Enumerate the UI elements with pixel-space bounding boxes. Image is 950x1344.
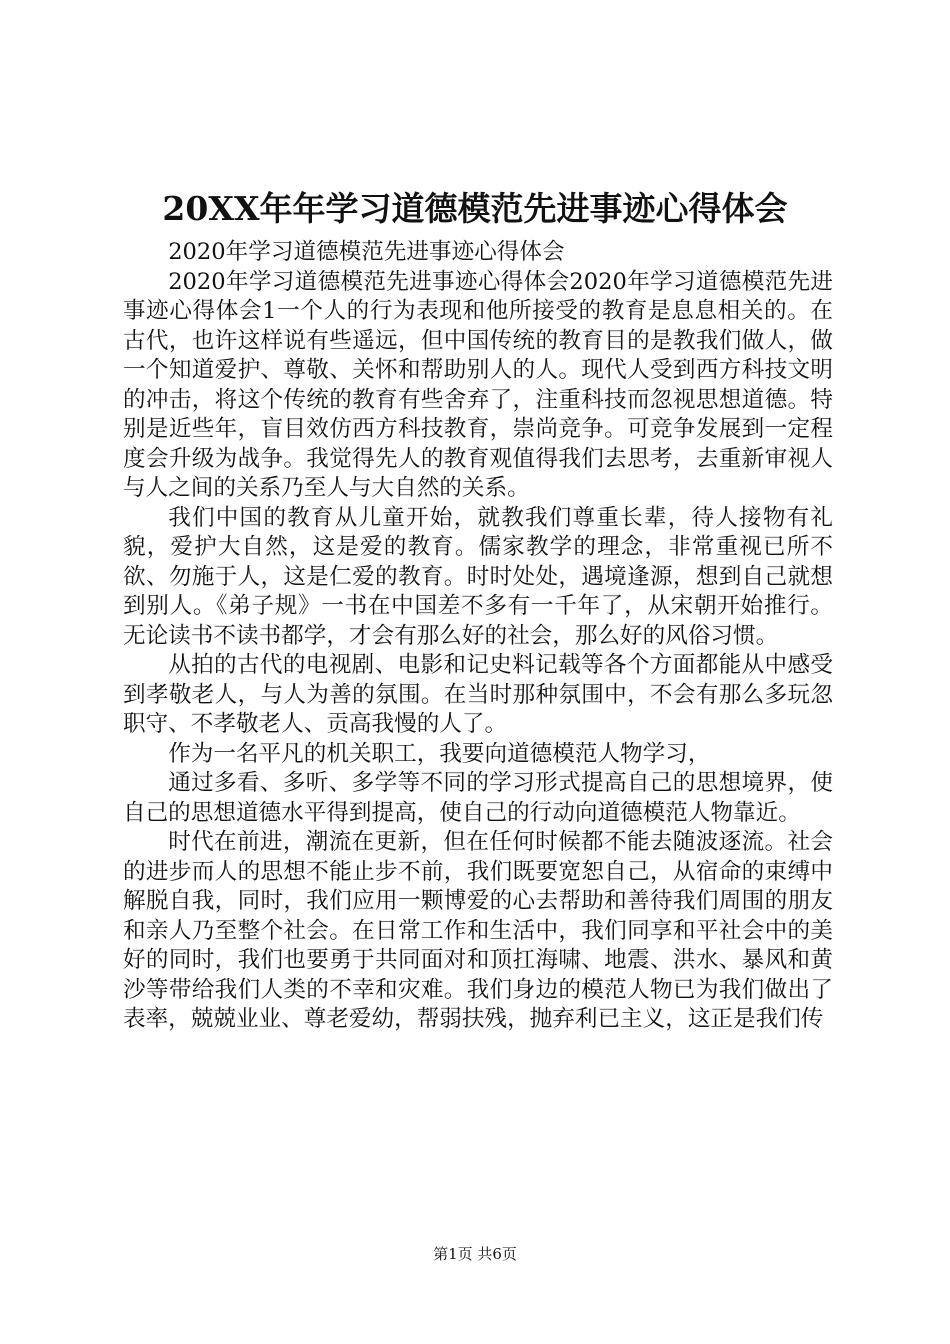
document-title: 20XX年年学习道德模范先进事迹心得体会: [162, 189, 788, 228]
paragraph-1: 2020年学习道德模范先进事迹心得体会2020年学习道德模范先进事迹心得体会1一个人的行为表现和他所接受的教育是息息相关的。在古代，也许这样说有些遥远，但中国传统的教育目的是教我们做人，做一个知道爱护、尊敬、关怀和帮助别人的人。现代人受到西方科技文明的冲击，将这个传统的教育有些舍弃了，注重科技而忽视思想道德。特别是近些年，盲目效仿西方科技教育，崇尚竞争。可竞争发展到一定程度会升级为战争。我觉得先人的教育观值得我们去思考，去重新审视人与人之间的关系乃至人与大自然的关系。: [123, 268, 833, 501]
paragraph-3: 从拍的古代的电视剧、电影和记史料记载等各个方面都能从中感受到孝敬老人，与人为善的氛围。在当时那种氛围中，不会有那么多玩忽职守、不孝敬老人、贡高我慢的人了。: [123, 652, 833, 737]
paragraph-subtitle: 2020年学习道德模范先进事迹心得体会: [168, 239, 565, 265]
paragraph-6: 时代在前进，潮流在更新，但在任何时候都不能去随波逐流。社会的进步而人的思想不能止步不前，我们既要宽恕自己，从宿命的束缚中解脱自我，同时，我们应用一颗博爱的心去帮助和善待我们周围的朋友和亲人乃至整个社会。在日常工作和生活中，我们同享和平社会中的美好的同时，我们也要勇于共同面对和顶扛海啸、地震、洪水、暴风和黄沙等带给我们人类的不幸和灾难。我们身边的模范人物已为我们做出了表率，兢兢业业、尊老爱幼，帮弱扶残，抛弃利已主义，这正是我们传: [123, 829, 833, 1032]
paragraph-5: 通过多看、多听、多学等不同的学习形式提高自己的思想境界，使自己的思想道德水平得到提高，使自己的行动向道德模范人物靠近。: [123, 770, 833, 826]
paragraph-2: 我们中国的教育从儿童开始，就教我们尊重长辈，待人接物有礼貌，爱护大自然，这是爱的教育。儒家教学的理念，非常重视已所不欲、勿施于人，这是仁爱的教育。时时处处，遇境逢源，想到自己就想到别人。《弟子规》一书在中国差不多有一千年了，从宋朝开始推行。无论读书不读书都学，才会有那么好的社会，那么好的风俗习惯。: [123, 504, 833, 649]
paragraph-4: 作为一名平凡的机关职工，我要向道德模范人物学习，: [168, 740, 711, 767]
page-footer: 第1页 共6页: [433, 1245, 517, 1263]
document-body: [123, 238, 833, 1035]
